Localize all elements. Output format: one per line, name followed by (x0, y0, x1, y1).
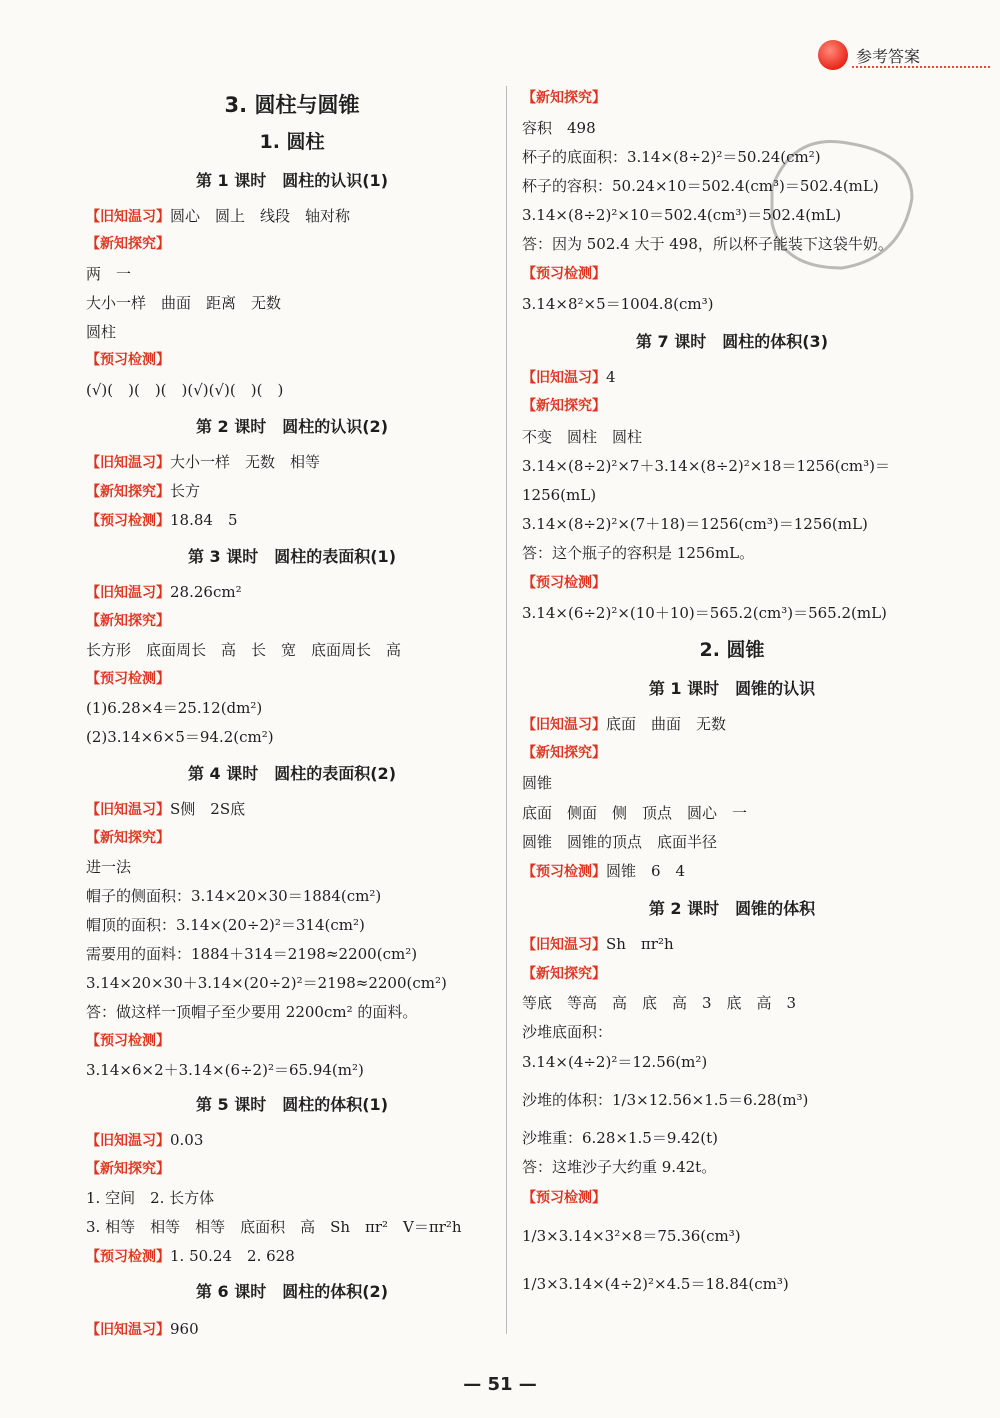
section-tag: 【旧知温习】 (86, 1133, 170, 1149)
tagged-answer-line (86, 510, 238, 531)
answer-line: (2)3.14×6×5＝94.2(cm²) (86, 728, 274, 746)
section-tag: 【新知探究】 (522, 745, 606, 761)
section-heading: 2. 圆锥 (699, 639, 765, 661)
page-number: — 51 — (463, 1374, 537, 1395)
section-tag: 【预习检测】 (86, 671, 170, 687)
lesson-heading: 第 7 课时 圆柱的体积(3) (635, 332, 829, 351)
section-tag: 【预习检测】 (86, 1033, 170, 1049)
answer-text: 圆心 圆上 线段 轴对称 (170, 207, 351, 225)
answer-line: 答：这堆沙子大约重 9.42t。 (522, 1158, 717, 1176)
header-badge (812, 38, 987, 74)
answer-line: 1256(mL) (522, 486, 597, 504)
answer-line: 帽顶的面积：3.14×(20÷2)²＝314(cm²) (86, 916, 365, 934)
answer-line: 帽子的侧面积：3.14×20×30＝1884(cm²) (86, 887, 382, 905)
answer-text: 长方 (170, 482, 201, 500)
section-heading: 3. 圆柱与圆锥 (224, 93, 360, 117)
red-dot-icon (818, 40, 848, 70)
answer-line: 3.14×8²×5＝1004.8(cm³) (522, 295, 714, 313)
answer-line: 圆柱 (86, 323, 117, 341)
answer-line: 容积 498 (522, 119, 596, 137)
lesson-heading: 第 5 课时 圆柱的体积(1) (195, 1095, 389, 1114)
tagged-answer-line (522, 367, 616, 388)
answer-line: 沙堆底面积： (522, 1023, 613, 1041)
tagged-answer-line (522, 934, 674, 955)
answer-line: 3.14×(6÷2)²×(10＋10)＝565.2(cm³)＝565.2(mL) (522, 604, 887, 622)
answer-line: 圆锥 (522, 774, 553, 792)
answer-line: 沙堆的体积：1/3×12.56×1.5＝6.28(m³) (522, 1091, 809, 1109)
answer-line: 不变 圆柱 圆柱 (522, 428, 643, 446)
answer-line: 杯子的容积：50.24×10＝502.4(cm³)＝502.4(mL) (522, 177, 879, 195)
section-tag: 【预习检测】 (522, 1190, 606, 1206)
answer-line: 1. 空间 2. 长方体 (86, 1189, 215, 1207)
answer-line: 3.14×(4÷2)²＝12.56(m²) (522, 1053, 708, 1071)
answer-line: 长方形 底面周长 高 长 宽 底面周长 高 (86, 641, 402, 659)
answer-text: 18.84 5 (170, 511, 238, 529)
section-tag: 【新知探究】 (522, 90, 606, 106)
section-tag: 【预习检测】 (86, 1249, 170, 1265)
section-tag: 【新知探究】 (522, 398, 606, 414)
tagged-answer-line (86, 452, 320, 473)
section-tag: 【预习检测】 (522, 266, 606, 282)
section-tag: 【旧知温习】 (86, 585, 170, 601)
section-tag: 【预习检测】 (86, 352, 170, 368)
answer-line: 答：这个瓶子的容积是 1256mL。 (522, 544, 755, 562)
section-tag: 【旧知温习】 (86, 802, 170, 818)
lesson-heading: 第 1 课时 圆柱的认识(1) (195, 171, 389, 190)
answer-line: 沙堆重：6.28×1.5＝9.42(t) (522, 1129, 718, 1147)
column-divider (506, 86, 507, 1334)
tagged-answer-line (86, 582, 242, 603)
lesson-heading: 第 1 课时 圆锥的认识 (648, 679, 816, 698)
tagged-answer-line (522, 861, 685, 882)
tagged-answer-line (86, 799, 245, 820)
section-tag: 【新知探究】 (86, 236, 170, 252)
answer-line: 1/3×3.14×3²×8＝75.36(cm³) (522, 1227, 741, 1245)
lesson-heading: 第 2 课时 圆柱的认识(2) (195, 417, 389, 436)
answer-line: 3.14×(8÷2)²×(7＋18)＝1256(cm³)＝1256(mL) (522, 515, 868, 533)
section-tag: 【旧知温习】 (522, 370, 606, 386)
tagged-answer-line (86, 481, 200, 502)
lesson-heading: 第 6 课时 圆柱的体积(2) (195, 1282, 389, 1301)
tagged-answer-line (86, 1246, 295, 1267)
section-tag: 【新知探究】 (522, 966, 606, 982)
section-tag: 【旧知温习】 (86, 209, 170, 225)
section-tag: 【新知探究】 (86, 830, 170, 846)
answer-line: 3.14×(8÷2)²×7＋3.14×(8÷2)²×18＝1256(cm³)＝ (522, 457, 890, 475)
section-tag: 【旧知温习】 (522, 717, 606, 733)
tagged-answer-line (86, 1130, 203, 1151)
answer-line: 底面 侧面 侧 顶点 圆心 一 (522, 804, 748, 822)
section-tag: 【旧知温习】 (86, 1322, 170, 1338)
lesson-heading: 第 2 课时 圆锥的体积 (648, 899, 816, 918)
answer-line: 杯子的底面积：3.14×(8÷2)²＝50.24(cm²) (522, 148, 821, 166)
answer-text: 大小一样 无数 相等 (170, 453, 321, 471)
section-tag: 【旧知温习】 (522, 937, 606, 953)
lesson-heading: 第 3 课时 圆柱的表面积(1) (187, 547, 397, 566)
answer-text: 圆锥 6 4 (606, 862, 686, 880)
answer-line: 圆锥 圆锥的顶点 底面半径 (522, 833, 718, 851)
answer-line: 大小一样 曲面 距离 无数 (86, 294, 282, 312)
tagged-answer-line (522, 714, 726, 735)
answer-text: 0.03 (170, 1131, 204, 1149)
answer-text: Sh πr²h (606, 935, 674, 953)
answer-line: 进一法 (86, 858, 132, 876)
tagged-answer-line (86, 206, 350, 227)
section-tag: 【预习检测】 (86, 513, 170, 529)
answer-text: 底面 曲面 无数 (606, 715, 727, 733)
answer-line: 两 一 (86, 265, 132, 283)
answer-line: 1/3×3.14×(4÷2)²×4.5＝18.84(cm³) (522, 1275, 789, 1293)
section-tag: 【新知探究】 (86, 613, 170, 629)
section-tag: 【预习检测】 (522, 864, 606, 880)
section-tag: 【旧知温习】 (86, 455, 170, 471)
answer-line: 3. 相等 相等 相等 底面积 高 Sh πr² V＝πr²h (86, 1218, 462, 1236)
answer-text: S侧 2S底 (170, 800, 246, 818)
answer-line: (√)( )( )( )(√)(√)( )( ) (86, 381, 284, 399)
answer-line: 答：因为 502.4 大于 498，所以杯子能装下这袋牛奶。 (522, 235, 893, 253)
header-dotted-line (852, 66, 990, 68)
lesson-heading: 第 4 课时 圆柱的表面积(2) (187, 764, 397, 783)
answer-line: 需要用的面料：1884＋314＝2198≈2200(cm²) (86, 945, 418, 963)
tagged-answer-line (86, 1319, 199, 1340)
answer-line: 3.14×20×30＋3.14×(20÷2)²＝2198≈2200(cm²) (86, 974, 447, 992)
section-heading: 1. 圆柱 (259, 131, 325, 153)
answer-text: 1. 50.24 2. 628 (170, 1247, 295, 1265)
answer-line: 3.14×6×2＋3.14×(6÷2)²＝65.94(m²) (86, 1061, 364, 1079)
answer-line: 等底 等高 高 底 高 3 底 高 3 (522, 994, 797, 1012)
section-tag: 【新知探究】 (86, 1161, 170, 1177)
answer-text: 4 (606, 368, 616, 386)
header-label: 参考答案 (856, 47, 921, 66)
answer-line: (1)6.28×4＝25.12(dm²) (86, 699, 263, 717)
answer-line: 答：做这样一顶帽子至少要用 2200cm² 的面料。 (86, 1003, 418, 1021)
answer-text: 28.26cm² (170, 583, 242, 601)
answer-line: 3.14×(8÷2)²×10＝502.4(cm³)＝502.4(mL) (522, 206, 842, 224)
section-tag: 【预习检测】 (522, 575, 606, 591)
section-tag: 【新知探究】 (86, 484, 170, 500)
answer-text: 960 (170, 1320, 199, 1338)
